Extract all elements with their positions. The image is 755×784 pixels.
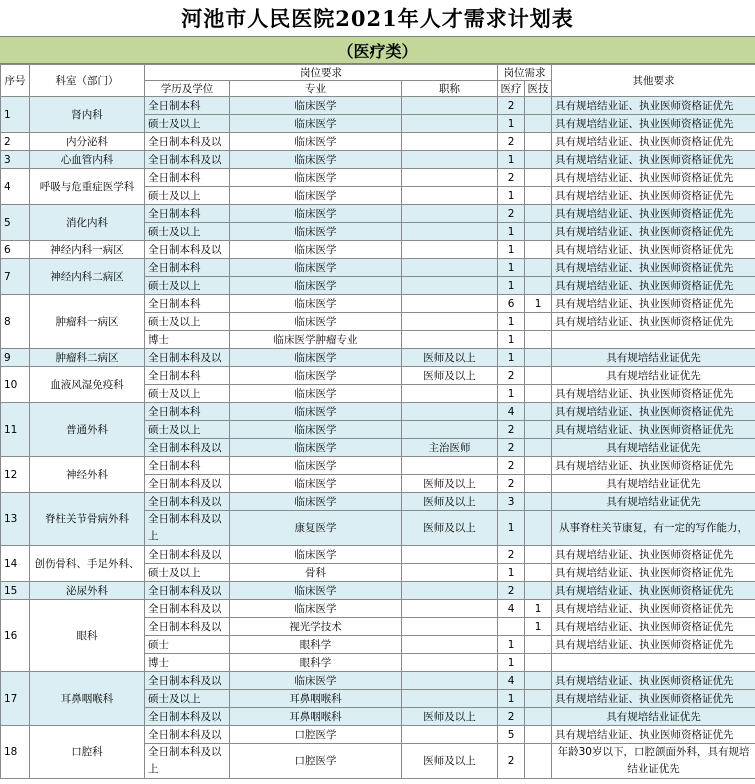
cell-title: 医师及以上 (402, 708, 498, 726)
cell-title (402, 421, 498, 439)
cell-edu: 全日制本科及以上 (145, 744, 230, 779)
cell-tech (525, 439, 552, 457)
cell-major: 临床医学 (230, 385, 402, 403)
cell-doctor: 2 (498, 205, 525, 223)
cell-title: 医师及以上 (402, 744, 498, 779)
cell-tech (525, 367, 552, 385)
cell-dept: 心血管内科 (30, 151, 145, 169)
category-subtitle: （医疗类） (0, 36, 755, 64)
table-row (1, 457, 755, 475)
cell-tech (525, 493, 552, 511)
cell-dept: 内分泌科 (30, 133, 145, 151)
cell-other: 具有规培结业证、执业医师资格证优先 (552, 636, 755, 654)
cell-dept: 神经内科一病区 (30, 241, 145, 259)
cell-title (402, 636, 498, 654)
cell-seq: 15 (1, 582, 30, 600)
cell-edu: 硕士及以上 (145, 690, 230, 708)
cell-edu: 全日制本科及以 (145, 439, 230, 457)
cell-doctor: 5 (498, 726, 525, 744)
cell-title (402, 654, 498, 672)
cell-edu: 博士 (145, 331, 230, 349)
cell-edu: 全日制本科 (145, 367, 230, 385)
cell-doctor: 1 (498, 313, 525, 331)
header-post-req: 岗位要求 (145, 65, 498, 81)
cell-doctor: 2 (498, 744, 525, 779)
cell-edu: 全日制本科 (145, 169, 230, 187)
cell-tech (525, 475, 552, 493)
table-row (1, 493, 755, 511)
cell-major: 临床医学 (230, 493, 402, 511)
header-dept: 科室（部门） (30, 65, 145, 97)
cell-other: 具有规培结业证优先 (552, 708, 755, 726)
cell-doctor: 1 (498, 259, 525, 277)
cell-title (402, 169, 498, 187)
cell-doctor: 2 (498, 169, 525, 187)
cell-edu: 硕士及以上 (145, 115, 230, 133)
cell-other: 具有规培结业证、执业医师资格证优先 (552, 457, 755, 475)
cell-major: 临床医学 (230, 187, 402, 205)
cell-edu: 全日制本科 (145, 205, 230, 223)
cell-major: 临床医学 (230, 546, 402, 564)
cell-edu: 博士 (145, 654, 230, 672)
cell-title (402, 618, 498, 636)
cell-edu: 全日制本科及以 (145, 546, 230, 564)
cell-seq: 2 (1, 133, 30, 151)
cell-major: 临床医学 (230, 457, 402, 475)
page-title: 河池市人民医院2021年人才需求计划表 (181, 6, 574, 31)
cell-other: 具有规培结业证、执业医师资格证优先 (552, 313, 755, 331)
cell-tech (525, 457, 552, 475)
cell-other: 具有规培结业证、执业医师资格证优先 (552, 295, 755, 313)
cell-other: 具有规培结业证、执业医师资格证优先 (552, 726, 755, 744)
cell-major: 临床医学 (230, 600, 402, 618)
cell-other: 从事脊柱关节康复，有一定的写作能力， (552, 511, 755, 546)
cell-edu: 全日制本科及以 (145, 133, 230, 151)
cell-edu: 全日制本科及以 (145, 582, 230, 600)
cell-seq: 17 (1, 672, 30, 726)
cell-tech (525, 169, 552, 187)
cell-edu: 全日制本科 (145, 295, 230, 313)
cell-tech: 1 (525, 618, 552, 636)
cell-title: 医师及以上 (402, 349, 498, 367)
cell-edu: 全日制本科 (145, 97, 230, 115)
cell-tech (525, 690, 552, 708)
cell-dept: 肿瘤科一病区 (30, 295, 145, 349)
cell-edu: 全日制本科及以 (145, 726, 230, 744)
cell-other: 具有规培结业证、执业医师资格证优先 (552, 97, 755, 115)
header-doctor: 医疗 (498, 81, 525, 97)
cell-title (402, 582, 498, 600)
cell-tech (525, 708, 552, 726)
cell-edu: 硕士及以上 (145, 564, 230, 582)
cell-other: 具有规培结业证、执业医师资格证优先 (552, 223, 755, 241)
cell-tech (525, 133, 552, 151)
cell-dept: 神经内科二病区 (30, 259, 145, 295)
cell-other: 具有规培结业证、执业医师资格证优先 (552, 421, 755, 439)
cell-major: 临床医学肿瘤专业 (230, 331, 402, 349)
cell-edu: 硕士及以上 (145, 187, 230, 205)
cell-other: 具有规培结业证、执业医师资格证优先 (552, 618, 755, 636)
cell-major: 视光学技术 (230, 618, 402, 636)
cell-major: 临床医学 (230, 672, 402, 690)
cell-title (402, 277, 498, 295)
cell-other: 具有规培结业证、执业医师资格证优先 (552, 385, 755, 403)
cell-tech (525, 151, 552, 169)
cell-edu: 硕士及以上 (145, 223, 230, 241)
cell-other: 具有规培结业证、执业医师资格证优先 (552, 151, 755, 169)
cell-title (402, 385, 498, 403)
cell-title (402, 97, 498, 115)
cell-tech (525, 349, 552, 367)
cell-title: 医师及以上 (402, 511, 498, 546)
cell-other: 具有规培结业证、执业医师资格证优先 (552, 582, 755, 600)
cell-doctor: 1 (498, 223, 525, 241)
cell-doctor: 2 (498, 133, 525, 151)
cell-tech (525, 564, 552, 582)
table-row (1, 367, 755, 385)
cell-doctor: 4 (498, 600, 525, 618)
cell-major: 临床医学 (230, 582, 402, 600)
cell-other: 具有规培结业证、执业医师资格证优先 (552, 277, 755, 295)
cell-dept: 消化内科 (30, 205, 145, 241)
cell-doctor: 1 (498, 564, 525, 582)
cell-tech (525, 385, 552, 403)
cell-doctor: 2 (498, 439, 525, 457)
cell-major: 临床医学 (230, 367, 402, 385)
table-row (1, 151, 755, 169)
cell-major: 临床医学 (230, 151, 402, 169)
cell-major: 临床医学 (230, 277, 402, 295)
cell-dept: 呼吸与危重症医学科 (30, 169, 145, 205)
cell-doctor: 1 (498, 187, 525, 205)
cell-other: 具有规培结业证、执业医师资格证优先 (552, 546, 755, 564)
cell-edu: 全日制本科 (145, 457, 230, 475)
cell-major: 临床医学 (230, 421, 402, 439)
cell-major: 口腔医学 (230, 744, 402, 779)
cell-dept: 创伤骨科、手足外科、 (30, 546, 145, 582)
table-row (1, 259, 755, 277)
cell-title: 医师及以上 (402, 493, 498, 511)
cell-title (402, 115, 498, 133)
cell-dept: 肾内科 (30, 97, 145, 133)
cell-doctor: 2 (498, 457, 525, 475)
cell-edu: 全日制本科及以 (145, 475, 230, 493)
header-post-need: 岗位需求 (498, 65, 552, 81)
cell-major: 眼科学 (230, 654, 402, 672)
cell-seq: 1 (1, 97, 30, 133)
cell-doctor: 1 (498, 241, 525, 259)
cell-other: 具有规培结业证、执业医师资格证优先 (552, 690, 755, 708)
cell-doctor: 1 (498, 690, 525, 708)
cell-title (402, 295, 498, 313)
cell-edu: 全日制本科及以 (145, 151, 230, 169)
cell-major: 骨科 (230, 564, 402, 582)
cell-edu: 硕士及以上 (145, 385, 230, 403)
cell-other (552, 331, 755, 349)
cell-title (402, 457, 498, 475)
cell-dept: 普通外科 (30, 403, 145, 457)
cell-dept: 泌尿外科 (30, 582, 145, 600)
cell-tech (525, 511, 552, 546)
cell-tech (525, 421, 552, 439)
cell-tech (525, 97, 552, 115)
cell-doctor: 4 (498, 403, 525, 421)
cell-dept: 眼科 (30, 600, 145, 672)
cell-doctor: 3 (498, 493, 525, 511)
cell-major: 眼科学 (230, 636, 402, 654)
cell-tech (525, 546, 552, 564)
table-row (1, 600, 755, 618)
cell-doctor: 2 (498, 367, 525, 385)
cell-edu: 硕士及以上 (145, 421, 230, 439)
cell-seq: 9 (1, 349, 30, 367)
table-row (1, 97, 755, 115)
cell-edu: 全日制本科及以 (145, 349, 230, 367)
cell-seq: 6 (1, 241, 30, 259)
cell-doctor: 2 (498, 97, 525, 115)
cell-title (402, 600, 498, 618)
cell-seq: 4 (1, 169, 30, 205)
cell-doctor: 1 (498, 636, 525, 654)
cell-doctor: 2 (498, 582, 525, 600)
cell-other: 具有规培结业证、执业医师资格证优先 (552, 205, 755, 223)
cell-tech (525, 331, 552, 349)
cell-edu: 全日制本科及以上 (145, 511, 230, 546)
cell-major: 临床医学 (230, 115, 402, 133)
cell-tech (525, 259, 552, 277)
cell-tech (525, 744, 552, 779)
table-row (1, 295, 755, 313)
cell-edu: 全日制本科 (145, 403, 230, 421)
cell-major: 临床医学 (230, 97, 402, 115)
cell-doctor: 1 (498, 511, 525, 546)
cell-other: 具有规培结业证、执业医师资格证优先 (552, 672, 755, 690)
cell-tech (525, 115, 552, 133)
cell-tech (525, 726, 552, 744)
cell-tech: 1 (525, 295, 552, 313)
cell-major: 临床医学 (230, 241, 402, 259)
cell-edu: 全日制本科及以 (145, 708, 230, 726)
cell-tech (525, 403, 552, 421)
cell-seq: 13 (1, 493, 30, 546)
cell-title (402, 726, 498, 744)
cell-tech (525, 636, 552, 654)
cell-major: 临床医学 (230, 223, 402, 241)
cell-title (402, 205, 498, 223)
cell-other: 具有规培结业证优先 (552, 367, 755, 385)
cell-tech (525, 672, 552, 690)
header-title: 职称 (402, 81, 498, 97)
cell-tech (525, 187, 552, 205)
cell-edu: 全日制本科及以 (145, 672, 230, 690)
cell-edu: 全日制本科及以 (145, 600, 230, 618)
cell-title (402, 241, 498, 259)
cell-other: 具有规培结业证优先 (552, 349, 755, 367)
cell-doctor: 1 (498, 115, 525, 133)
cell-doctor: 2 (498, 708, 525, 726)
cell-dept: 口腔科 (30, 726, 145, 779)
cell-title: 主治医师 (402, 439, 498, 457)
cell-title (402, 564, 498, 582)
cell-title (402, 259, 498, 277)
cell-dept: 神经外科 (30, 457, 145, 493)
cell-doctor: 1 (498, 151, 525, 169)
cell-major: 临床医学 (230, 403, 402, 421)
table-row (1, 205, 755, 223)
cell-major: 临床医学 (230, 313, 402, 331)
cell-doctor: 1 (498, 349, 525, 367)
cell-dept: 耳鼻咽喉科 (30, 672, 145, 726)
cell-seq: 12 (1, 457, 30, 493)
cell-tech: 1 (525, 600, 552, 618)
cell-title (402, 187, 498, 205)
cell-seq: 16 (1, 600, 30, 672)
cell-title (402, 546, 498, 564)
cell-major: 临床医学 (230, 169, 402, 187)
table-row (1, 241, 755, 259)
cell-edu: 硕士及以上 (145, 277, 230, 295)
cell-title (402, 331, 498, 349)
cell-title (402, 313, 498, 331)
cell-major: 耳鼻咽喉科 (230, 708, 402, 726)
cell-seq: 7 (1, 259, 30, 295)
cell-dept: 血液风湿免疫科 (30, 367, 145, 403)
cell-major: 口腔医学 (230, 726, 402, 744)
cell-edu: 硕士及以上 (145, 313, 230, 331)
table-row (1, 349, 755, 367)
cell-doctor: 1 (498, 385, 525, 403)
cell-tech (525, 223, 552, 241)
cell-tech (525, 654, 552, 672)
cell-seq: 3 (1, 151, 30, 169)
header-edu: 学历及学位 (145, 81, 230, 97)
cell-other: 具有规培结业证、执业医师资格证优先 (552, 187, 755, 205)
cell-title (402, 223, 498, 241)
cell-edu: 全日制本科 (145, 259, 230, 277)
cell-title (402, 690, 498, 708)
cell-title (402, 672, 498, 690)
cell-major: 临床医学 (230, 259, 402, 277)
cell-edu: 硕士 (145, 636, 230, 654)
table-row (1, 403, 755, 421)
cell-other (552, 654, 755, 672)
cell-tech (525, 313, 552, 331)
cell-doctor: 6 (498, 295, 525, 313)
cell-doctor: 2 (498, 475, 525, 493)
cell-other: 年龄30岁以下，口腔颌面外科，具有规培结业证优先 (552, 744, 755, 779)
cell-edu: 全日制本科及以 (145, 493, 230, 511)
cell-doctor: 2 (498, 421, 525, 439)
cell-doctor: 1 (498, 277, 525, 295)
cell-other: 具有规培结业证优先 (552, 475, 755, 493)
header-tech: 医技 (525, 81, 552, 97)
cell-tech (525, 205, 552, 223)
cell-major: 临床医学 (230, 439, 402, 457)
cell-major: 临床医学 (230, 133, 402, 151)
cell-other: 具有规培结业证、执业医师资格证优先 (552, 169, 755, 187)
table-row (1, 726, 755, 744)
cell-title (402, 133, 498, 151)
header-major: 专业 (230, 81, 402, 97)
cell-major: 临床医学 (230, 475, 402, 493)
table-row (1, 133, 755, 151)
cell-major: 临床医学 (230, 349, 402, 367)
cell-title: 医师及以上 (402, 367, 498, 385)
cell-other: 具有规培结业证、执业医师资格证优先 (552, 403, 755, 421)
cell-title: 医师及以上 (402, 475, 498, 493)
cell-doctor: 1 (498, 654, 525, 672)
cell-major: 临床医学 (230, 295, 402, 313)
cell-edu: 全日制本科及以 (145, 241, 230, 259)
cell-other: 具有规培结业证、执业医师资格证优先 (552, 564, 755, 582)
cell-other: 具有规培结业证、执业医师资格证优先 (552, 133, 755, 151)
talent-demand-table (0, 64, 755, 779)
cell-major: 康复医学 (230, 511, 402, 546)
cell-seq: 11 (1, 403, 30, 457)
cell-tech (525, 241, 552, 259)
cell-seq: 8 (1, 295, 30, 349)
table-row (1, 672, 755, 690)
cell-title (402, 403, 498, 421)
table-row (1, 582, 755, 600)
cell-major: 临床医学 (230, 205, 402, 223)
cell-seq: 5 (1, 205, 30, 241)
header-other: 其他要求 (552, 65, 755, 97)
cell-doctor: 2 (498, 546, 525, 564)
cell-other: 具有规培结业证、执业医师资格证优先 (552, 241, 755, 259)
cell-dept: 脊柱关节骨病外科 (30, 493, 145, 546)
cell-dept: 肿瘤科二病区 (30, 349, 145, 367)
cell-doctor (498, 618, 525, 636)
cell-seq: 14 (1, 546, 30, 582)
header-seq: 序号 (1, 65, 30, 97)
cell-edu: 全日制本科及以 (145, 618, 230, 636)
cell-doctor: 1 (498, 331, 525, 349)
table-row (1, 546, 755, 564)
cell-tech (525, 582, 552, 600)
cell-tech (525, 277, 552, 295)
cell-major: 耳鼻咽喉科 (230, 690, 402, 708)
cell-other: 具有规培结业证优先 (552, 493, 755, 511)
cell-other: 具有规培结业证、执业医师资格证优先 (552, 600, 755, 618)
cell-doctor: 4 (498, 672, 525, 690)
table-row (1, 169, 755, 187)
cell-title (402, 151, 498, 169)
cell-other: 具有规培结业证、执业医师资格证优先 (552, 115, 755, 133)
cell-other: 具有规培结业证、执业医师资格证优先 (552, 259, 755, 277)
cell-other: 具有规培结业证优先 (552, 439, 755, 457)
cell-seq: 10 (1, 367, 30, 403)
cell-seq: 18 (1, 726, 30, 779)
